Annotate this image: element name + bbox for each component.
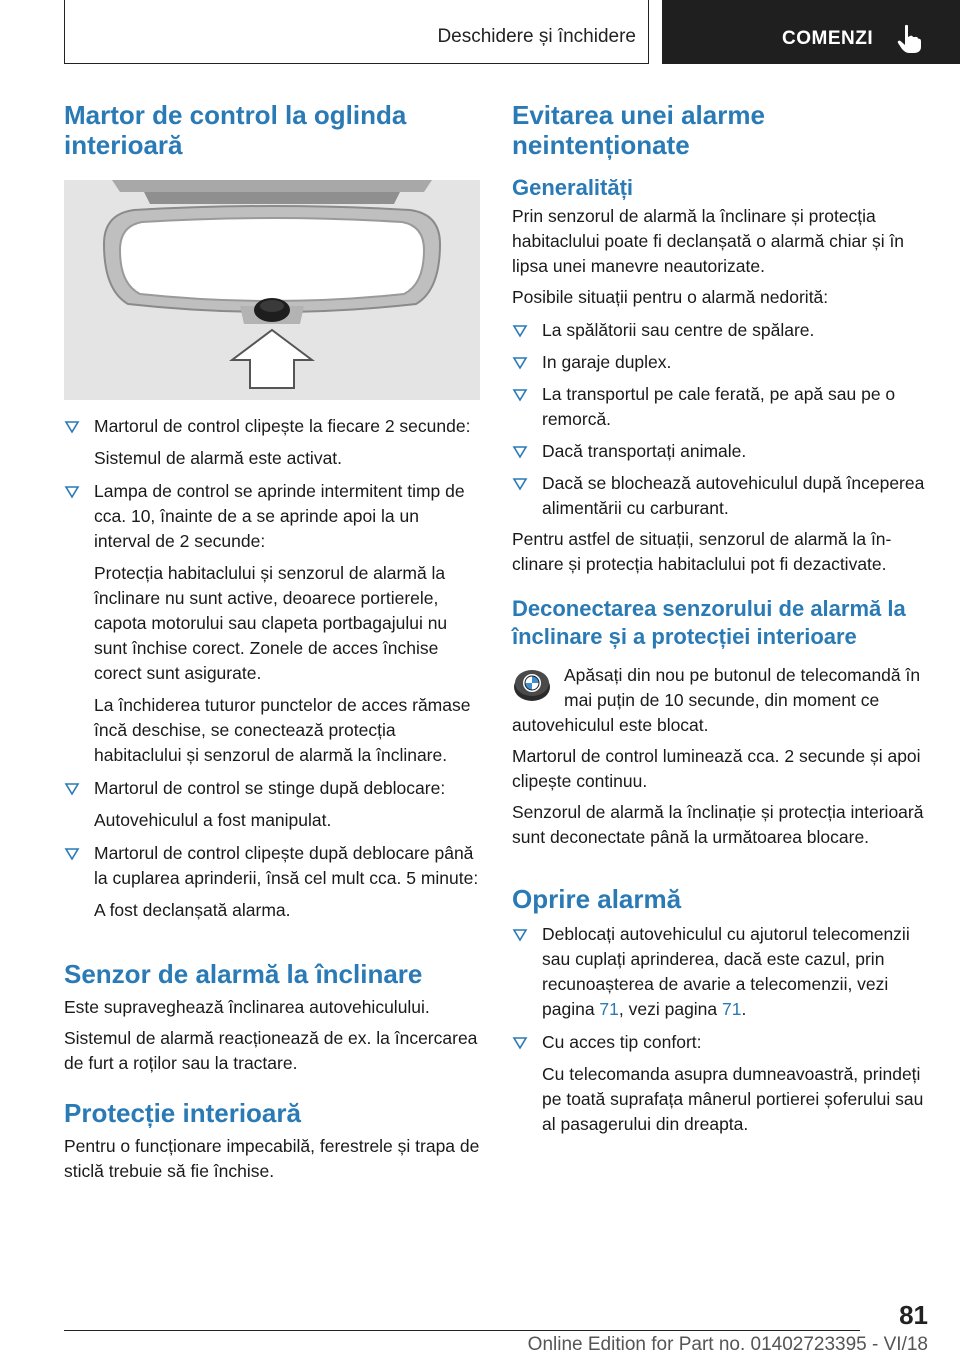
list-item <box>512 922 928 1022</box>
header-chapter-label: COMENZI <box>782 28 874 49</box>
unwanted-alarm-list <box>512 318 928 521</box>
list-item-text: La transportul pe cale ferată, pe apă sau pe o remorcă. <box>542 384 896 429</box>
hand-pointer-icon <box>896 24 922 54</box>
list-item <box>64 841 480 923</box>
list-item-text: Lampa de control se aprinde intermitent timp de cca. 10, înainte de a se aprinde apoi la un interval de 2 secunde: <box>94 481 465 551</box>
list-item-subtext: Sistemul de alarmă este activat. <box>94 448 343 468</box>
list-item <box>512 439 928 464</box>
list-item-subtext: Protecția habitaclului și senzorul de alarmă la înclinare nu sunt active, deoarece portierele, capota motorului sau clapeta portbagajului nu sunt închise corect. Zonele de acces închise corect sunt asigurate. <box>94 563 448 683</box>
page-link[interactable]: 71 <box>599 999 619 1019</box>
footer-edition: Online Edition for Part no. 01402723395 - VI/18 <box>527 1334 928 1355</box>
disconnect-heading: Deconectarea senzorului de alarmă la înclinare și a protecției interioare <box>512 596 906 649</box>
triangle-bullet-icon <box>512 440 528 462</box>
general-paragraph: Pentru astfel de situații, senzorul de alarmă la înclinare și protecția habitaclului pot fi dezactivate. <box>512 529 892 574</box>
disconnect-paragraph: Senzorul de alarmă la înclinație și protecția interioară sunt deconectate până la următoarea blocare. <box>512 802 924 847</box>
page-number: 81 <box>899 1300 928 1330</box>
right-column <box>512 100 928 1137</box>
triangle-bullet-icon <box>512 923 528 945</box>
triangle-bullet-icon <box>512 383 528 405</box>
list-item-text: Dacă transportați animale. <box>542 441 747 461</box>
list-item <box>512 382 928 432</box>
interior-protection-heading: Protecție interioară <box>64 1098 301 1128</box>
stop-alarm-list <box>512 922 928 1137</box>
list-item-text: Martorul de control clipește după deblocare până la cuplarea aprinderii, însă cel mult cca. 5 minute: <box>94 843 479 888</box>
triangle-bullet-icon <box>512 319 528 341</box>
list-item-text: . <box>741 999 747 1019</box>
header-rule-mid <box>648 0 649 64</box>
list-item-text: , vezi pagina <box>618 999 723 1019</box>
footer-rule <box>64 1330 860 1331</box>
tilt-sensor-heading: Senzor de alarmă la înclinare <box>64 959 423 989</box>
tilt-sensor-paragraph: Sistemul de alarmă reacționează de ex. la încercarea de furt a roților sau la tractare. <box>64 1028 478 1073</box>
triangle-bullet-icon <box>512 1031 528 1053</box>
list-item-subtext: A fost declanșată alarma. <box>94 900 291 920</box>
list-item-text: La spălătorii sau centre de spălare. <box>542 320 815 340</box>
header-section-title: Deschidere și închidere <box>437 26 636 47</box>
list-item-text: Dacă se blochează autovehiculul după începerea alimentării cu carburant. <box>542 473 925 518</box>
page-link[interactable]: 71 <box>722 999 742 1019</box>
list-item-text: Martorul de control clipește la fiecare 2 secunde: <box>94 416 471 436</box>
disconnect-paragraph: Martorul de control luminează cca. 2 secunde și apoi clipește continuu. <box>512 746 921 791</box>
bmw-key-icon <box>512 665 552 705</box>
list-item-subtext: Autovehiculul a fost manipulat. <box>94 810 332 830</box>
general-paragraph: Posibile situații pentru o alarmă nedorită: <box>512 287 829 307</box>
list-item-text: In garaje duplex. <box>542 352 672 372</box>
avoid-alarm-heading: Evitarea unei alarme neintenționate <box>512 100 765 160</box>
triangle-bullet-icon <box>64 480 80 502</box>
list-item-text: Deblocați autovehiculul cu ajutorul telecomenzii sau cuplați aprinderea, dacă este cazul, prin recunoașterea de avarie a telecomenzii, vezi pagina <box>542 924 910 1019</box>
list-item-subtext: La închiderea tuturor punctelor de acces rămase încă deschise, se conectează protecția habitaclului și senzorul de alarmă la înclinare. <box>94 695 471 765</box>
general-paragraph: Prin senzorul de alarmă la înclinare și protecția habitaclului poate fi declanșată o alarmă chiar și în lipsa unei manevre neautorizate. <box>512 206 905 276</box>
list-item <box>512 471 928 521</box>
interior-protection-paragraph: Pentru o funcționare impecabilă, ferestrele și trapa de sticlă trebuie să fie închise. <box>64 1136 480 1181</box>
rearview-mirror-graphic <box>64 180 480 400</box>
list-item-subtext: Cu telecomanda asupra dumneavoastră, prindeți pe toată suprafața mânerul portierei șoferului sau al pasagerului din dreapta. <box>542 1064 924 1134</box>
header-rule-bottom <box>64 63 648 64</box>
general-heading: Generalități <box>512 175 634 200</box>
triangle-bullet-icon <box>64 842 80 864</box>
triangle-bullet-icon <box>64 777 80 799</box>
list-item <box>512 350 928 375</box>
indicator-list <box>64 414 480 923</box>
triangle-bullet-icon <box>512 472 528 494</box>
list-item-text: Cu acces tip confort: <box>542 1032 702 1052</box>
disconnect-block <box>512 663 928 738</box>
list-item <box>512 318 928 343</box>
mirror-indicator-heading: Martor de control la oglinda interioară <box>64 100 407 160</box>
triangle-bullet-icon <box>64 415 80 437</box>
disconnect-paragraph: Apăsați din nou pe butonul de telecomandă în mai puțin de 10 secunde, din moment ce autovehiculul este blocat. <box>512 665 921 735</box>
triangle-bullet-icon <box>512 351 528 373</box>
list-item <box>512 1030 928 1137</box>
list-item-text: Martorul de control se stinge după deblocare: <box>94 778 446 798</box>
list-item <box>64 776 480 833</box>
left-column <box>64 100 480 1184</box>
list-item <box>64 414 480 471</box>
tilt-sensor-paragraph: Este supraveghează înclinarea autovehiculului. <box>64 997 430 1017</box>
list-item <box>64 479 480 768</box>
rearview-mirror-illustration <box>64 180 480 400</box>
stop-alarm-heading: Oprire alarmă <box>512 884 682 914</box>
